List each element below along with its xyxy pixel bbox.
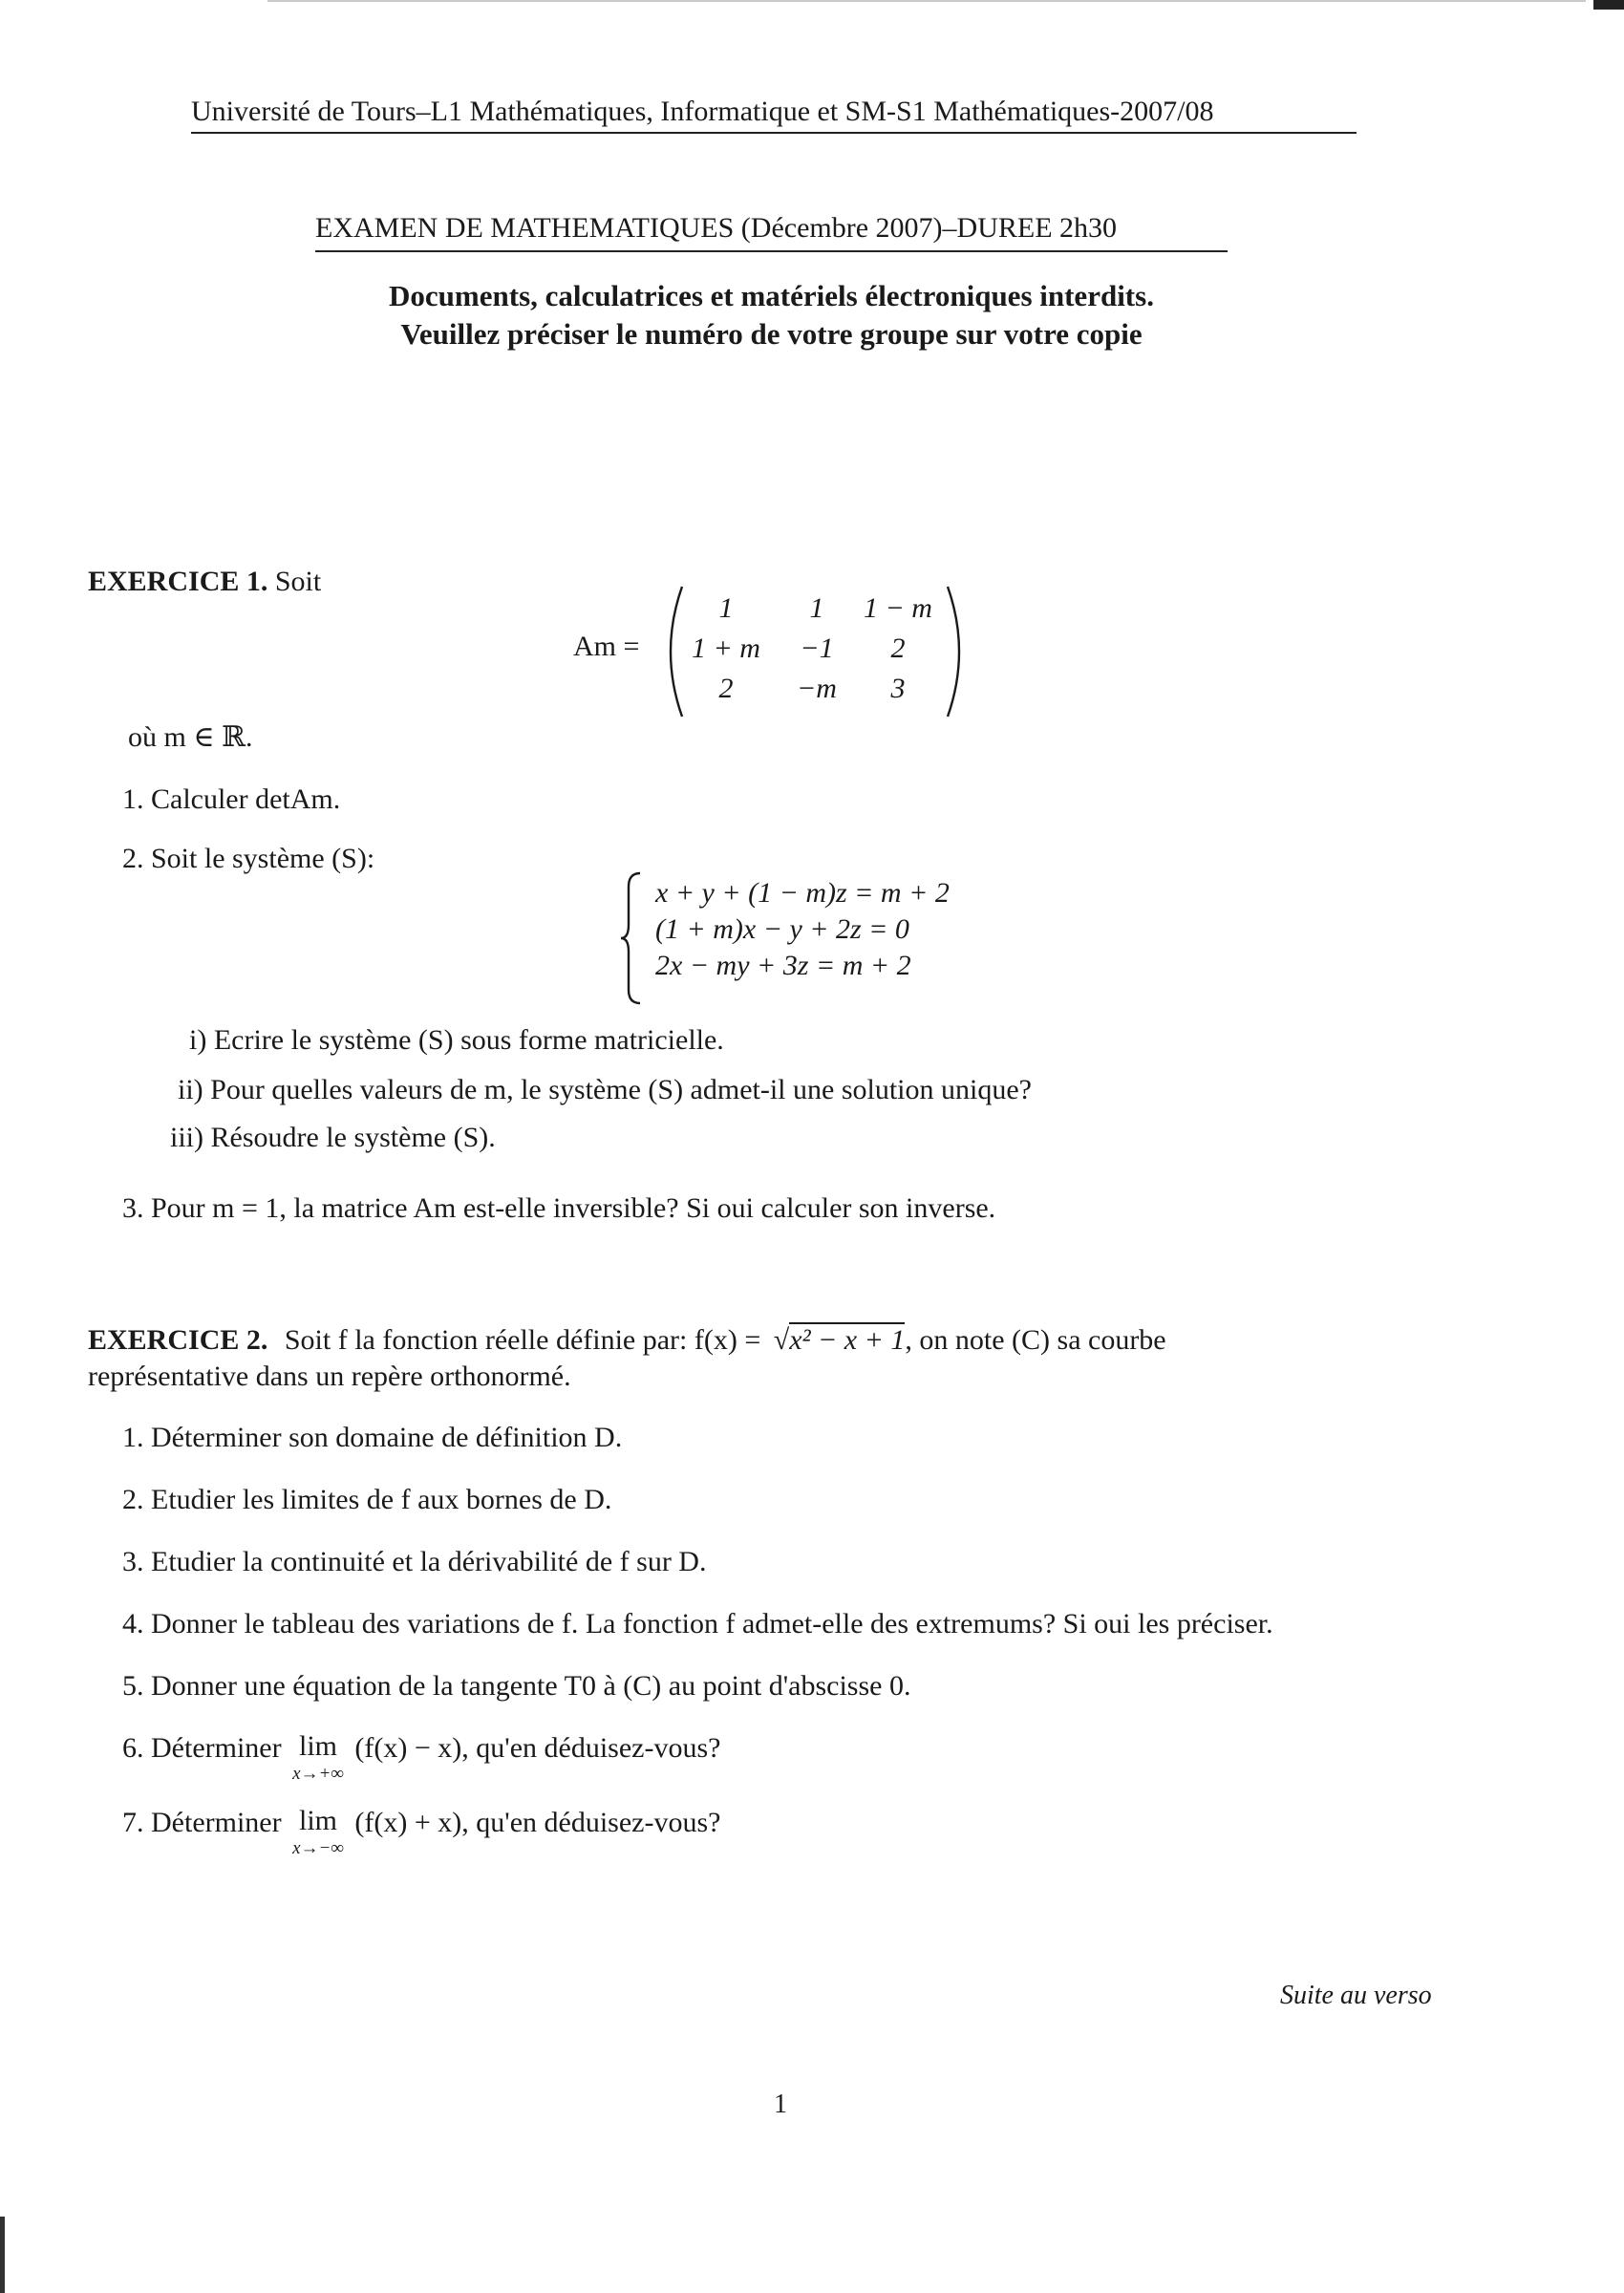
limit-word: lim: [299, 1805, 338, 1836]
exercise-1-question-2-ii: ii) Pour quelles valeurs de m, le système (S) admet-il une solution unique?: [178, 1074, 1032, 1105]
matrix-cell: 2: [718, 673, 734, 704]
exercise-1-question-1: 1. Calculer detAm.: [122, 783, 341, 815]
exercise-1-domain: où m ∈ ℝ.: [128, 721, 253, 753]
limit-subscript: x→+∞: [292, 1764, 344, 1784]
exercise-2-question-5: 5. Donner une équation de la tangente T0 à (C) au point d'abscisse 0.: [122, 1670, 911, 1702]
exercise-2-title: EXERCICE 2.: [88, 1324, 268, 1356]
exercise-1-heading: [88, 566, 321, 598]
limit-operator: [292, 1732, 344, 1783]
system-s: [619, 871, 1020, 1005]
matrix-cell: 3: [890, 673, 906, 704]
scan-artifact-left-edge: [0, 2217, 5, 2293]
exercise-2-question-4: 4. Donner le tableau des variations de f. La fonction f admet-elle des extremums? Si oui les préciser.: [122, 1608, 1273, 1639]
limit-word: lim: [299, 1730, 338, 1762]
matrix-row: [673, 629, 941, 669]
exercise-1-question-2-iii: iii) Résoudre le système (S).: [170, 1122, 496, 1153]
matrix-cell: 1: [809, 592, 824, 624]
notice-line-2: Veuillez préciser le numéro de votre groupe sur votre copie: [400, 317, 1143, 351]
sqrt-expression: √x² − x + 1: [773, 1324, 906, 1356]
footer-note: Suite au verso: [1280, 1981, 1432, 2010]
matrix-cell: −1: [800, 632, 834, 664]
question-7-text-b: (f(x) + x), qu'en déduisez-vous?: [354, 1807, 721, 1838]
question-6-text-a: 6. Déterminer: [122, 1732, 282, 1764]
exercise-1-title: EXERCICE 1.: [88, 566, 268, 597]
exercise-1-intro: Soit: [274, 566, 322, 597]
limit-subscript: x→−∞: [292, 1838, 344, 1858]
matrix-cell: 1 − m: [864, 592, 932, 624]
question-6-text-b: (f(x) − x), qu'en déduisez-vous?: [354, 1732, 721, 1764]
system-equation-1: x + y + (1 − m)z = m + 2: [655, 877, 950, 909]
notice-line-1: Documents, calculatrices et matériels électroniques interdits.: [389, 279, 1154, 312]
exercise-2-intro-a: Soit f la fonction réelle définie par: f(x) =: [284, 1324, 761, 1356]
sqrt-radicand: x² − x + 1: [789, 1324, 906, 1356]
exam-title: EXAMEN DE MATHEMATIQUES (Décembre 2007)–DUREE 2h30: [315, 212, 1228, 252]
matrix-cell: −m: [797, 673, 837, 704]
right-parenthesis: [944, 585, 972, 718]
exercise-2-question-7: [122, 1807, 720, 1857]
question-7-text-a: 7. Déterminer: [122, 1807, 282, 1838]
scan-artifact-top-line: [267, 0, 1586, 2]
page-number: 1: [774, 2089, 787, 2119]
matrix-grid: [673, 589, 941, 709]
system-equation-3: 2x − my + 3z = m + 2: [655, 950, 911, 981]
matrix-row: [673, 669, 941, 709]
system-equation-2: (1 + m)x − y + 2z = 0: [655, 913, 909, 945]
matrix-am: [573, 585, 974, 718]
exercise-2-question-6: [122, 1732, 720, 1783]
matrix-cell: 1: [718, 592, 734, 624]
exercise-2-intro-line-2: représentative dans un repère orthonormé.: [88, 1361, 571, 1392]
exercise-2-question-2: 2. Etudier les limites de f aux bornes de D.: [122, 1484, 612, 1515]
scan-artifact-corner: [1593, 0, 1624, 10]
matrix-cell: 1 + m: [692, 632, 760, 664]
system-brace: [619, 871, 644, 1005]
exercise-1-question-2-i: i) Ecrire le système (S) sous forme matricielle.: [189, 1024, 724, 1056]
exercise-2-question-1: 1. Déterminer son domaine de définition D.: [122, 1422, 623, 1453]
exercise-2-intro-b: , on note (C) sa courbe: [905, 1324, 1166, 1356]
exercise-1-question-2: 2. Soit le système (S):: [122, 843, 375, 874]
exercise-2-heading: [88, 1324, 1166, 1357]
page-header: Université de Tours–L1 Mathématiques, Informatique et SM-S1 Mathématiques-2007/08: [191, 96, 1357, 134]
limit-operator: [292, 1807, 344, 1857]
exercise-1-question-3: 3. Pour m = 1, la matrice Am est-elle inversible? Si oui calculer son inverse.: [122, 1192, 996, 1224]
exercise-2-question-3: 3. Etudier la continuité et la dérivabilité de f sur D.: [122, 1546, 707, 1577]
matrix-row: [673, 589, 941, 629]
matrix-cell: 2: [890, 632, 906, 664]
matrix-lhs: Am =: [573, 631, 640, 662]
